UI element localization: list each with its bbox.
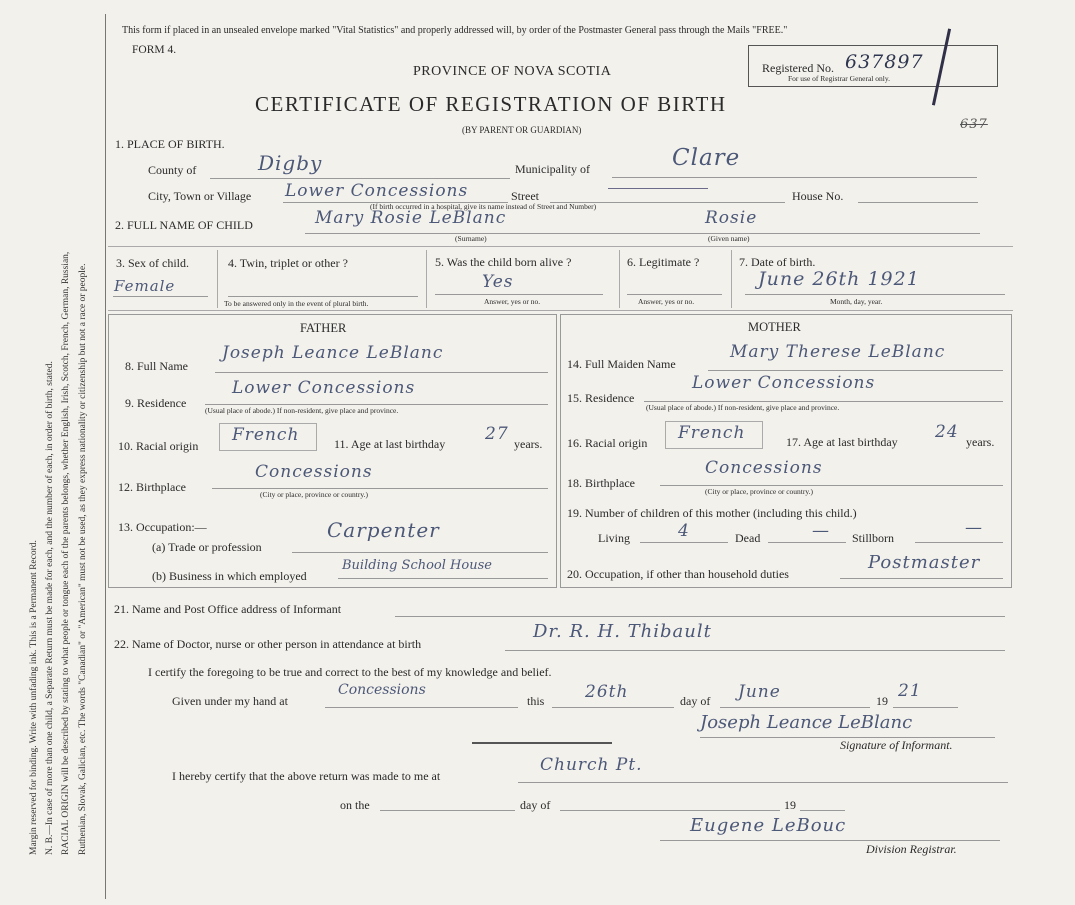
this-label: this (527, 694, 545, 708)
child-name-line (305, 233, 980, 234)
informant-label: 21. Name and Post Office address of Informant (114, 602, 342, 616)
municipality-line (612, 177, 977, 178)
dead-label: Dead (735, 531, 761, 545)
certify-statement: I certify the foregoing to be true and correct to the best of my knowledge and belief. (148, 665, 552, 679)
document-title: CERTIFICATE OF REGISTRATION OF BIRTH (255, 92, 727, 116)
month-value: June (738, 682, 781, 702)
on-the-label: on the (340, 798, 370, 812)
place-heading: 1. PLACE OF BIRTH. (115, 137, 225, 151)
child-name-label: 2. FULL NAME OF CHILD (115, 218, 253, 232)
registrar-label: Division Registrar. (866, 842, 957, 856)
father-business-value: Building School House (342, 558, 492, 573)
house-line (858, 202, 978, 203)
living-line (640, 542, 728, 543)
day-line (552, 707, 674, 708)
mother-name-label: 14. Full Maiden Name (567, 357, 676, 371)
informant-signature: Joseph Leance LeBlanc (700, 712, 913, 733)
divider-3 (619, 250, 620, 308)
given-label: Given under my hand at (172, 694, 288, 708)
mother-res-line (644, 401, 1003, 402)
alive-label: 5. Was the child born alive ? (435, 255, 572, 269)
margin-notes (26, 15, 91, 855)
registrar-note: For use of Registrar General only. (788, 74, 890, 83)
signature-label: Signature of Informant. (840, 738, 953, 752)
mother-bp-value: Concessions (705, 458, 823, 478)
mother-age-suffix: years. (966, 435, 995, 449)
stillborn-value: — (965, 518, 983, 538)
house-label: House No. (792, 189, 844, 203)
dob-note: Month, day, year. (830, 297, 883, 306)
dob-value: June 26th 1921 (758, 268, 920, 290)
mother-heading: MOTHER (748, 320, 801, 334)
day-of-label: day of (680, 694, 711, 708)
child-given-value: Rosie (705, 208, 758, 228)
registrar-day-label: day of (520, 798, 551, 812)
mother-bp-label: 18. Birthplace (567, 476, 635, 490)
dob-label: 7. Date of birth. (739, 255, 816, 269)
father-bp-label: 12. Birthplace (118, 480, 186, 494)
mother-race-box (665, 421, 763, 449)
doctor-label: 22. Name of Doctor, nurse or other person in attendance at birth (114, 637, 422, 651)
father-name-label: 8. Full Name (125, 359, 188, 373)
dead-line (768, 542, 846, 543)
mother-children-label: 19. Number of children of this mother (including this child.) (567, 506, 857, 520)
margin-line-2: N. B.—In case of more than one child, a Separate Return must be made for each, and the number of each, in order of birth, stated. (45, 361, 56, 855)
divider-1 (217, 250, 218, 308)
living-value: 4 (678, 521, 690, 541)
father-age-value: 27 (485, 424, 509, 444)
living-label: Living (598, 531, 630, 545)
mother-res-note: (Usual place of abode.) If non-resident, give place and province. (646, 403, 840, 412)
doctor-value: Dr. R. H. Thibault (533, 621, 712, 642)
month-line (720, 707, 870, 708)
hospital-note: (If birth occurred in a hospital, give its name instead of Street and Number) (370, 202, 597, 211)
registrar-signature: Eugene LeBouc (690, 815, 847, 836)
city-label: City, Town or Village (148, 189, 252, 203)
legitimate-line (627, 294, 722, 295)
father-age-label: 11. Age at last birthday (334, 437, 446, 451)
mother-race-label: 16. Racial origin (567, 436, 648, 450)
mother-age-value: 24 (935, 422, 959, 442)
alive-value: Yes (482, 272, 514, 292)
year-prefix: 19 (876, 694, 888, 708)
given-place-line (325, 707, 518, 708)
margin-line-1: Margin reserved for binding. Write with unfading ink. This is a Permanent Record. (29, 540, 39, 855)
father-trade-line (292, 552, 548, 553)
surname-note: (Surname) (455, 234, 487, 243)
father-occ-label: 13. Occupation:— (118, 520, 207, 534)
father-res-value: Lower Concessions (232, 378, 416, 398)
municipality-label: Municipality of (515, 162, 590, 176)
stillborn-line (915, 542, 1003, 543)
registrar-statement: I hereby certify that the above return was made to me at (172, 769, 441, 783)
county-label: County of (148, 163, 197, 177)
mother-bp-line (660, 485, 1003, 486)
alive-line (435, 294, 603, 295)
mail-notice: This form if placed in an unsealed envelope marked "Vital Statistics" and properly addressed will, by order of the Postmaster General pass through the Mails "FREE." (122, 25, 788, 36)
registrar-year-label: 19 (784, 798, 796, 812)
alive-note: Answer, yes or no. (484, 297, 541, 306)
registrar-place-line (518, 782, 1008, 783)
year-value: 21 (898, 681, 922, 701)
city-value: Lower Concessions (285, 181, 469, 201)
county-line (210, 178, 510, 179)
on-the-line (380, 810, 515, 811)
county-value: Digby (258, 151, 323, 175)
day-value: 26th (585, 682, 629, 702)
father-bp-line (212, 488, 548, 489)
father-trade-value: Carpenter (327, 518, 440, 542)
document-subtitle: (BY PARENT OR GUARDIAN) (462, 125, 582, 135)
father-trade-label: (a) Trade or profession (152, 540, 262, 554)
father-name-value: Joseph Leance LeBlanc (222, 343, 444, 363)
municipality-value: Clare (672, 145, 741, 171)
form-number: FORM 4. (132, 44, 177, 56)
informant-line (395, 616, 1005, 617)
row-top-rule (108, 246, 1013, 247)
registrar-signature-line (660, 840, 1000, 841)
margin-line-4: Ruthenian, Slovak, Galician, etc. The words "Canadian" or "American" must not be used, as they express nationality or citizenship but not a race or people. (77, 263, 88, 855)
doctor-line (505, 650, 1005, 651)
street-label: Street (511, 189, 539, 203)
year-line (893, 707, 958, 708)
street-dash (608, 188, 708, 189)
child-name-value: Mary Rosie LeBlanc (315, 208, 507, 228)
registrar-year-line (800, 810, 845, 811)
registered-number: 637897 (845, 51, 924, 73)
father-res-note: (Usual place of abode.) If non-resident, give place and province. (205, 406, 399, 415)
mother-bp-note: (City or place, province or country.) (705, 487, 814, 496)
mother-occ-value: Postmaster (868, 552, 981, 573)
twin-line (228, 296, 418, 297)
father-business-label: (b) Business in which employed (152, 569, 307, 583)
struck-number: 637 (960, 117, 988, 132)
margin-line-3: RACIAL ORIGIN will be described by stating to what people or tongue each of the parents belongs, whether English, Irish, Scotch, French, German, Russian, (61, 251, 72, 855)
margin-rule (105, 14, 106, 899)
given-place-value: Concessions (338, 682, 426, 698)
father-name-line (215, 372, 548, 373)
mother-occ-label: 20. Occupation, if other than household duties (567, 567, 789, 581)
registered-label: Registered No. (762, 61, 834, 75)
mother-age-label: 17. Age at last birthday (786, 435, 898, 449)
stillborn-label: Stillborn (852, 531, 895, 545)
twin-note: To be answered only in the event of plural birth. (224, 299, 369, 308)
mother-name-value: Mary Therese LeBlanc (730, 342, 946, 362)
sex-value: Female (114, 277, 176, 295)
father-bp-value: Concessions (255, 462, 373, 482)
father-res-line (205, 404, 548, 405)
sex-line (113, 296, 208, 297)
given-note: (Given name) (708, 234, 750, 243)
row-bottom-rule (108, 310, 1013, 311)
legitimate-note: Answer, yes or no. (638, 297, 695, 306)
mother-res-value: Lower Concessions (692, 373, 876, 393)
registrar-place-value: Church Pt. (540, 755, 643, 775)
father-business-line (338, 578, 548, 579)
father-race-value: French (232, 425, 300, 445)
mother-occ-line (840, 578, 1003, 579)
seal-line (472, 742, 612, 744)
sex-label: 3. Sex of child. (116, 256, 189, 270)
father-race-label: 10. Racial origin (118, 439, 199, 453)
father-age-suffix: years. (514, 437, 543, 451)
father-race-box (219, 423, 317, 451)
mother-race-value: French (678, 423, 746, 443)
mother-res-label: 15. Residence (567, 391, 635, 405)
father-res-label: 9. Residence (125, 396, 187, 410)
registrar-day-line (560, 810, 780, 811)
legitimate-label: 6. Legitimate ? (627, 255, 700, 269)
dob-line (745, 294, 1005, 295)
divider-4 (731, 250, 732, 308)
father-bp-note: (City or place, province or country.) (260, 490, 369, 499)
father-heading: FATHER (300, 321, 347, 335)
province-heading: PROVINCE OF NOVA SCOTIA (413, 64, 612, 79)
divider-2 (426, 250, 427, 308)
dead-value: — (812, 521, 830, 541)
mother-name-line (708, 370, 1003, 371)
twin-label: 4. Twin, triplet or other ? (228, 256, 348, 270)
